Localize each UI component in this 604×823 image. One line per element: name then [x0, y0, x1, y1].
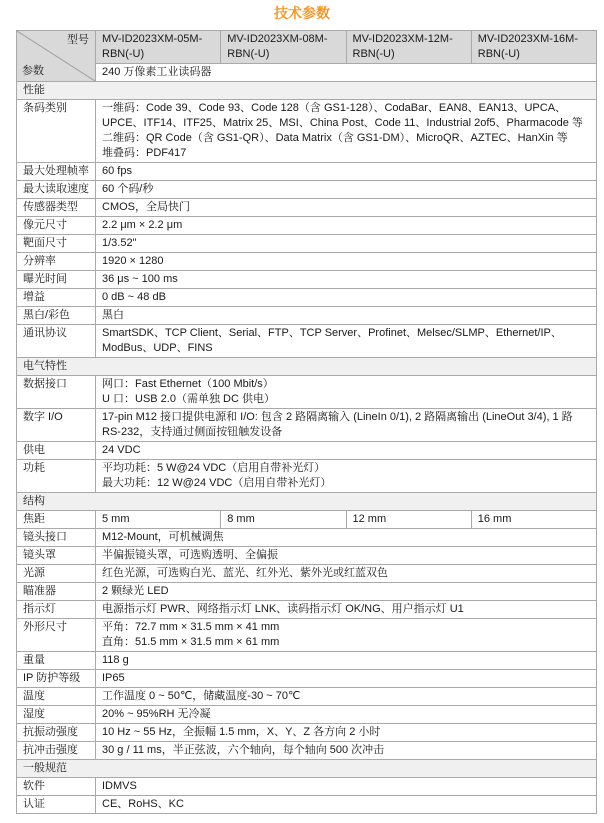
spec-value-cell: 工作温度 0 ~ 50℃，储藏温度-30 ~ 70℃: [96, 688, 597, 706]
spec-value-cell: 24 VDC: [96, 442, 597, 460]
spec-value-cell: [96, 100, 597, 163]
spec-table: [16, 30, 597, 814]
spec-value-cell: 0 dB ~ 48 dB: [96, 289, 597, 307]
spec-label-cell: 条码类别: [17, 100, 96, 163]
spec-row: [17, 199, 597, 217]
spec-row: [17, 565, 597, 583]
corner-model-label: 型号: [67, 34, 89, 46]
spec-label-cell: 靶面尺寸: [17, 235, 96, 253]
spec-label-cell: 镜头罩: [17, 547, 96, 565]
spec-value-cell: 60 fps: [96, 163, 597, 181]
spec-row: [17, 619, 597, 652]
spec-value-cell: [96, 376, 597, 409]
spec-label-cell: 认证: [17, 796, 96, 814]
spec-label-cell: IP 防护等级: [17, 670, 96, 688]
spec-row: [17, 670, 597, 688]
spec-label-cell: 最大处理帧率: [17, 163, 96, 181]
section-electrical: 电气特性: [17, 358, 597, 376]
spec-value-cell: 20% ~ 95%RH 无冷凝: [96, 706, 597, 724]
spec-label-cell: 光源: [17, 565, 96, 583]
focal-length-cell: 8 mm: [221, 511, 346, 529]
spec-row: [17, 688, 597, 706]
model-header-cell: MV-ID2023XM-08M-RBN(-U): [221, 31, 346, 64]
spec-value-cell: 2 颗绿光 LED: [96, 583, 597, 601]
spec-value-cell: 17-pin M12 接口提供电源和 I/O: 包含 2 路隔离输入 (LineIn 0/1), 2 路隔离输出 (LineOut 3/4), 1 路 RS-232，支持通过侧面按钮触发设备: [96, 409, 597, 442]
spec-value-cell: 1/3.52": [96, 235, 597, 253]
spec-value-cell: 118 g: [96, 652, 597, 670]
spec-value-cell: 半偏振镜头罩，可选购透明、全偏振: [96, 547, 597, 565]
model-header-cell: MV-ID2023XM-16M-RBN(-U): [471, 31, 596, 64]
spec-value-cell: 30 g / 11 ms，半正弦波，六个轴向，每个轴向 500 次冲击: [96, 742, 597, 760]
spec-label-cell: 数字 I/O: [17, 409, 96, 442]
focal-length-cell: 16 mm: [471, 511, 596, 529]
spec-label-cell: 镜头接口: [17, 529, 96, 547]
spec-label-cell: 温度: [17, 688, 96, 706]
value-line: 最大功耗：12 W@24 VDC（启用自带补光灯）: [102, 477, 332, 489]
spec-value-cell: M12-Mount，可机械调焦: [96, 529, 597, 547]
spec-row: [17, 376, 597, 409]
spec-value-cell: 1920 × 1280: [96, 253, 597, 271]
value-line: 平均功耗：5 W@24 VDC（启用自带补光灯）: [102, 462, 326, 474]
spec-label-cell: 抗振动强度: [17, 724, 96, 742]
spec-label-cell: 指示灯: [17, 601, 96, 619]
spec-value-cell: SmartSDK、TCP Client、Serial、FTP、TCP Server、Profinet、Melsec/SLMP、Ethernet/IP、ModBus、UDP、FINS: [96, 325, 597, 358]
spec-label-cell: 重量: [17, 652, 96, 670]
spec-label-cell: 供电: [17, 442, 96, 460]
spec-label-cell: 分辨率: [17, 253, 96, 271]
spec-label-cell: 软件: [17, 778, 96, 796]
spec-row: [17, 271, 597, 289]
spec-row: [17, 601, 597, 619]
spec-row: [17, 325, 597, 358]
spec-row: [17, 442, 597, 460]
spec-row: [17, 307, 597, 325]
spec-label-cell: 曝光时间: [17, 271, 96, 289]
spec-row: [17, 547, 597, 565]
section-performance: 性能: [17, 82, 597, 100]
spec-label-cell: 传感器类型: [17, 199, 96, 217]
value-line: U 口：USB 2.0（需单独 DC 供电）: [102, 393, 275, 405]
value-line: 堆叠码：PDF417: [102, 147, 187, 159]
spec-value-cell: IP65: [96, 670, 597, 688]
spec-row: [17, 235, 597, 253]
section-row: [17, 493, 597, 511]
spec-row: [17, 778, 597, 796]
section-structure: 结构: [17, 493, 597, 511]
section-general: 一般规范: [17, 760, 597, 778]
spec-label-cell: 通讯协议: [17, 325, 96, 358]
spec-value-cell: 10 Hz ~ 55 Hz，全振幅 1.5 mm，X、Y、Z 各方向 2 小时: [96, 724, 597, 742]
value-line: 直角：51.5 mm × 31.5 mm × 61 mm: [102, 636, 280, 648]
spec-row: [17, 289, 597, 307]
spec-value-cell: CMOS，全局快门: [96, 199, 597, 217]
spec-label-cell: 黑白/彩色: [17, 307, 96, 325]
spec-label-cell: 增益: [17, 289, 96, 307]
spec-value-cell: 36 μs ~ 100 ms: [96, 271, 597, 289]
spec-row: [17, 742, 597, 760]
section-row: [17, 358, 597, 376]
model-header-cell: MV-ID2023XM-12M-RBN(-U): [346, 31, 471, 64]
section-row: [17, 82, 597, 100]
spec-value-cell: 黑白: [96, 307, 597, 325]
spec-value-cell: 60 个码/秒: [96, 181, 597, 199]
spec-value-cell: CE、RoHS、KC: [96, 796, 597, 814]
spec-label-cell: 数据接口: [17, 376, 96, 409]
spec-label-cell: 焦距: [17, 511, 96, 529]
spec-row: [17, 181, 597, 199]
spec-label-cell: 湿度: [17, 706, 96, 724]
spec-value-cell: 电源指示灯 PWR、网络指示灯 LNK、读码指示灯 OK/NG、用户指示灯 U1: [96, 601, 597, 619]
spec-value-cell: 2.2 μm × 2.2 μm: [96, 217, 597, 235]
spec-value-cell: IDMVS: [96, 778, 597, 796]
value-line: 一维码：Code 39、Code 93、Code 128（含 GS1-128）、CodaBar、EAN8、EAN13、UPCA、UPCE、ITF14、ITF25、Matrix 25、MSI、China Post、Code 11、Industrial 2of5、Pharmacode 等: [102, 102, 583, 129]
header-corner-cell: [17, 31, 96, 82]
model-header-cell: MV-ID2023XM-05M-RBN(-U): [96, 31, 221, 64]
value-line: 网口：Fast Ethernet（100 Mbit/s）: [102, 378, 274, 390]
model-header-row: [17, 31, 597, 64]
spec-label-cell: 功耗: [17, 460, 96, 493]
spec-label-cell: 抗冲击强度: [17, 742, 96, 760]
focal-length-cell: 12 mm: [346, 511, 471, 529]
spec-row: [17, 409, 597, 442]
spec-label-cell: 最大读取速度: [17, 181, 96, 199]
spec-row: [17, 796, 597, 814]
product-subtitle-row: [17, 64, 597, 82]
spec-row: [17, 652, 597, 670]
spec-row: [17, 511, 597, 529]
spec-row: [17, 253, 597, 271]
spec-row: [17, 460, 597, 493]
spec-row: [17, 163, 597, 181]
section-row: [17, 760, 597, 778]
corner-param-label: 参数: [22, 65, 44, 77]
spec-row: [17, 100, 597, 163]
spec-value-cell: [96, 460, 597, 493]
spec-row: [17, 583, 597, 601]
focal-length-cell: 5 mm: [96, 511, 221, 529]
spec-label-cell: 瞄准器: [17, 583, 96, 601]
spec-label-cell: 像元尺寸: [17, 217, 96, 235]
spec-row: [17, 706, 597, 724]
spec-value-cell: 红色光源，可选购白光、蓝光、红外光、紫外光或红蓝双色: [96, 565, 597, 583]
product-subtitle: 240 万像素工业读码器: [96, 64, 597, 82]
spec-value-cell: [96, 619, 597, 652]
spec-label-cell: 外形尺寸: [17, 619, 96, 652]
spec-row: [17, 529, 597, 547]
spec-row: [17, 217, 597, 235]
page-title: 技术参数: [274, 5, 330, 21]
value-line: 平角：72.7 mm × 31.5 mm × 41 mm: [102, 621, 280, 633]
spec-row: [17, 724, 597, 742]
value-line: 二维码：QR Code（含 GS1-QR）、Data Matrix（含 GS1-DM）、MicroQR、AZTEC、HanXin 等: [102, 132, 568, 144]
